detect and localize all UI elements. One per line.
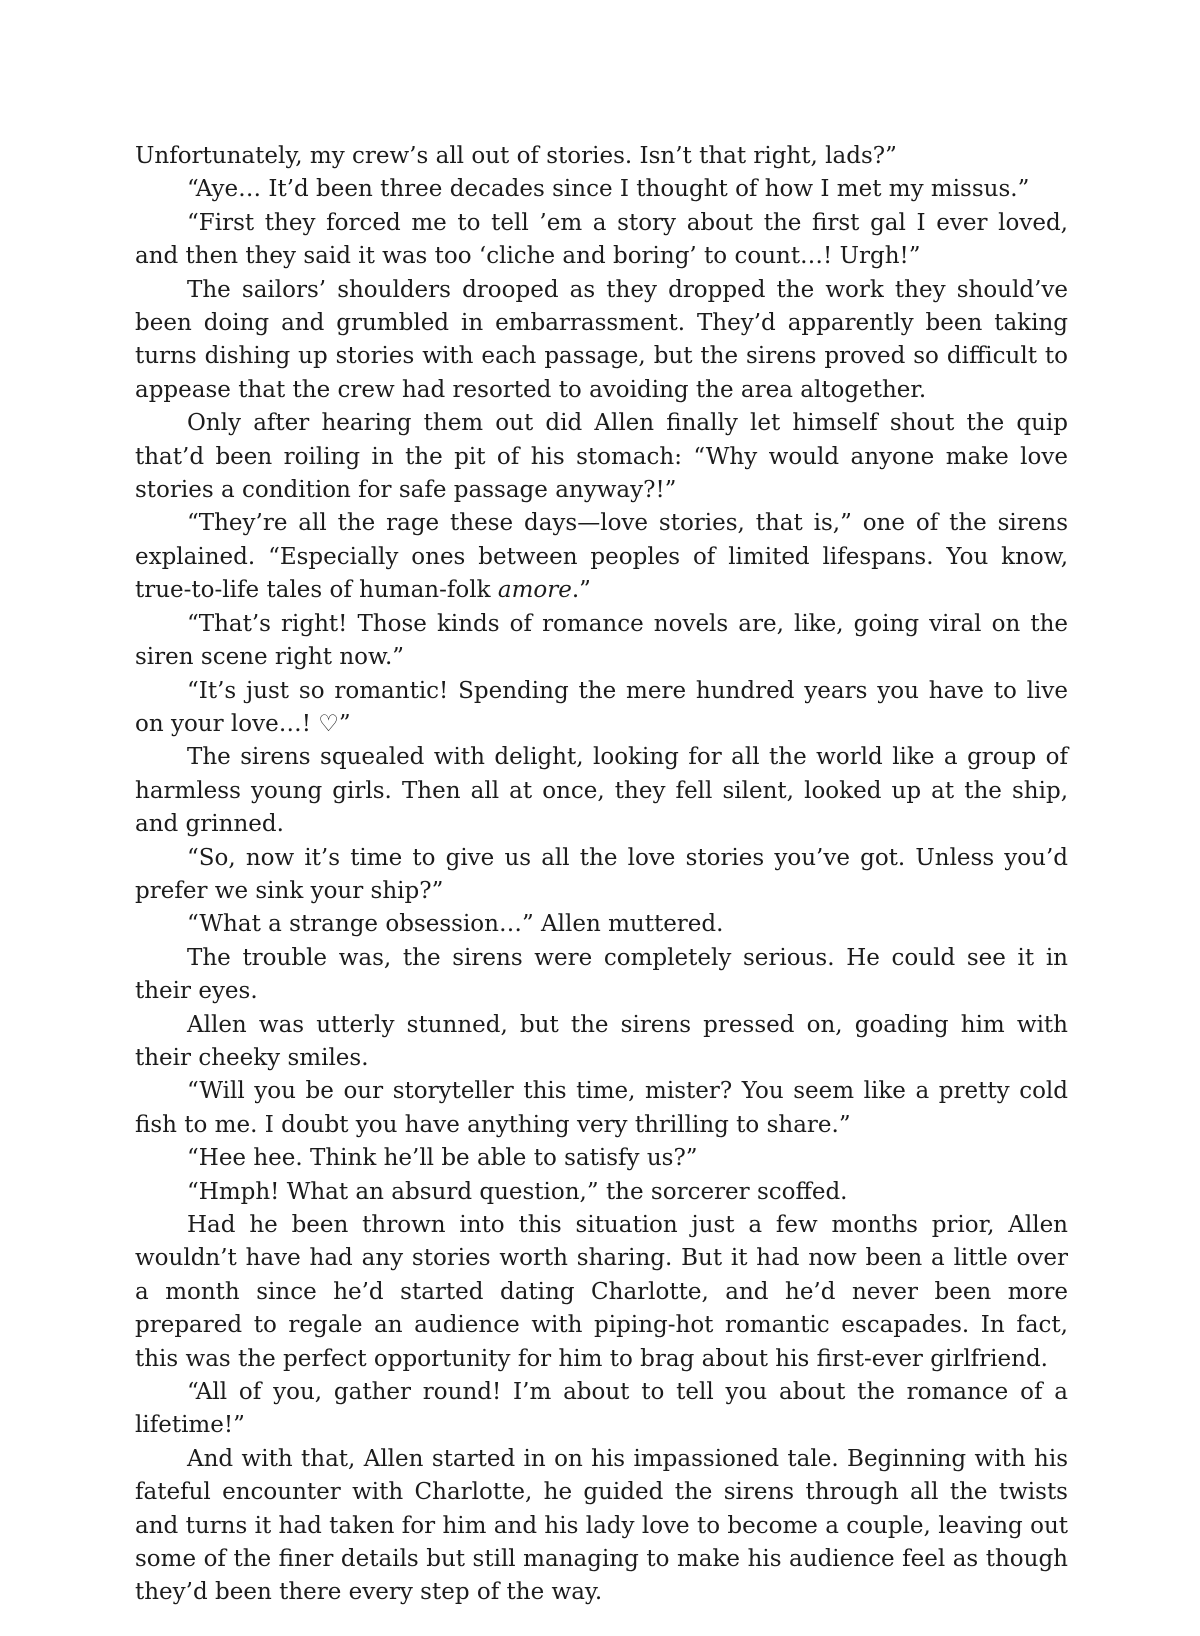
paragraph: Unfortunately, my crew’s all out of stories. Isn’t that right, lads?” (135, 143, 897, 169)
italic-word: amore (497, 577, 572, 604)
paragraph: And with that, Allen started in on his impassioned tale. Beginning with his fateful encounter with Charlotte, he guided the sirens through all the twists and turns it had taken for him and his lady love to become a couple, leaving out some of the finer details but still managing to make his audience feel as though they’d been there every step of the way. (135, 1445, 1068, 1606)
paragraph: “Hmph! What an absurd question,” the sorcerer scoffed. (187, 1178, 848, 1205)
paragraph: “First they forced me to tell ’em a story about the first gal I ever loved, and then they said it was too ‘cliche and boring’ to count…! Urgh!” (135, 209, 1068, 270)
paragraph: “It’s just so romantic! Spending the mere hundred years you have to live on your love…! ♡” (135, 677, 1068, 737)
paragraph: “That’s right! Those kinds of romance novels are, like, going viral on the siren scene right now.” (135, 610, 1068, 671)
paragraph: “Aye… It’d been three decades since I thought of how I met my missus.” (187, 176, 1030, 203)
paragraph-tail: .” (571, 577, 591, 604)
paragraph: “What a strange obsession…” Allen muttered. (187, 911, 724, 938)
body-text (135, 140, 1068, 1610)
paragraph: “All of you, gather round! I’m about to tell you about the romance of a lifetime!” (135, 1379, 1068, 1439)
paragraph: The trouble was, the sirens were completely serious. He could see it in their eyes. (135, 944, 1068, 1005)
paragraph-text: “They’re all the rage these days—love stories, that is,” one of the sirens explained. “Especially ones between peoples of limited lifespans. You know, true-to-life tales of human-folk (135, 510, 1068, 604)
paragraph: “So, now it’s time to give us all the love stories you’ve got. Unless you’d prefer we sink your ship?” (135, 844, 1068, 904)
paragraph: “Hee hee. Think he’ll be able to satisfy us?” (187, 1145, 698, 1172)
paragraph: Had he been thrown into this situation just a few months prior, Allen wouldn’t have had any stories worth sharing. But it had now been a little over a month since he’d started dating Charlotte, and he’d never been more prepared to regale an audience with piping-hot romantic escapades. In fact, this was the perfect opportunity for him to brag about his first-ever girlfriend. (135, 1212, 1068, 1372)
paragraph: The sailors’ shoulders drooped as they dropped the work they should’ve been doing and grumbled in embarrassment. They’d apparently been taking turns dishing up stories with each passage, but the sirens proved so difficult to appease that the crew had resorted to avoiding the area altogether. (135, 276, 1068, 403)
paragraph (135, 507, 1068, 607)
paragraph: Only after hearing them out did Allen finally let himself shout the quip that’d been roiling in the pit of his stomach: “Why would anyone make love stories a condition for safe passage anyway?!” (135, 410, 1068, 504)
paragraph: Allen was utterly stunned, but the sirens pressed on, goading him with their cheeky smiles. (135, 1011, 1068, 1071)
paragraph: The sirens squealed with delight, looking for all the world like a group of harmless young girls. Then all at once, they fell silent, looked up at the ship, and grinned. (135, 744, 1068, 838)
paragraph: “Will you be our storyteller this time, mister? You seem like a pretty cold fish to me. I doubt you have anything very thrilling to share.” (135, 1078, 1068, 1138)
